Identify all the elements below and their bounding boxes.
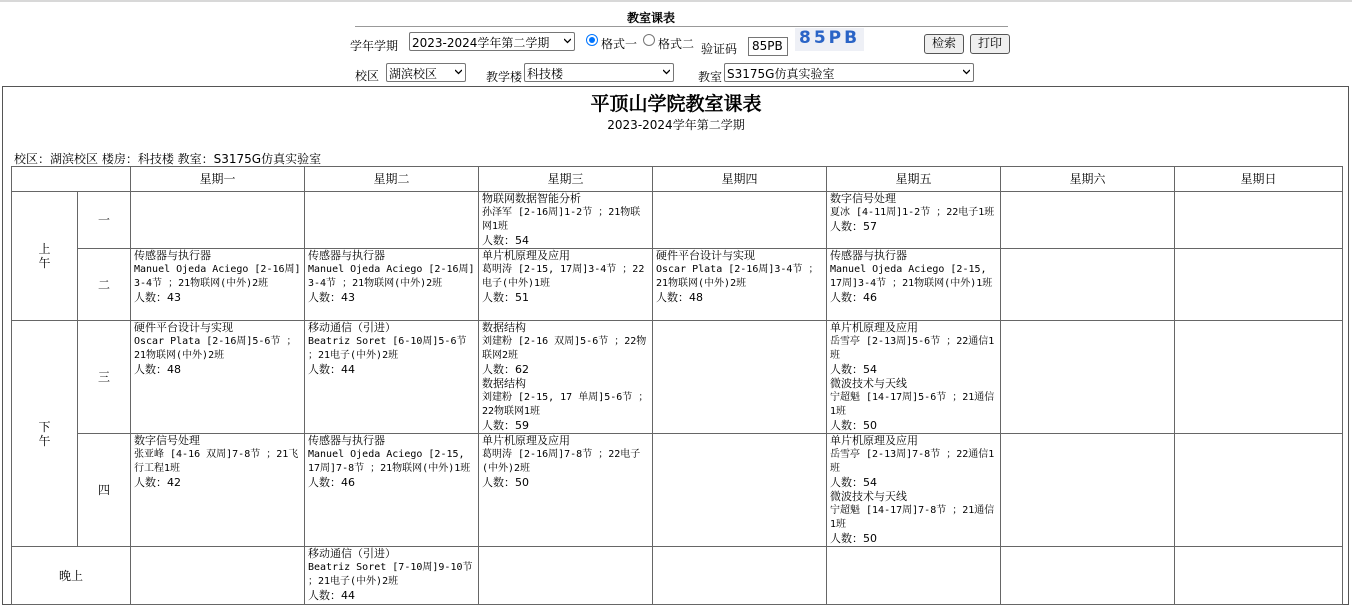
table-row — [12, 434, 1343, 547]
course-name: 单片机原理及应用 — [830, 434, 918, 447]
period-label: 二 — [78, 249, 131, 321]
course-count: 人数：54 — [830, 476, 877, 489]
schedule-cell — [131, 321, 305, 434]
schedule-cell — [1175, 321, 1343, 434]
course-detail: Manuel Ojeda Aciego [2-15, 17周]7-8节 ；21物联网(中外)1班 — [308, 449, 471, 474]
table-row — [12, 547, 1343, 605]
course-detail: Beatriz Soret [6-10周]5-6节 ；21电子(中外)2班 — [308, 336, 467, 361]
schedule-cell — [653, 547, 827, 605]
course-count: 人数：57 — [830, 220, 877, 233]
corner-cell — [12, 167, 131, 192]
header-row — [12, 167, 1343, 192]
format1-radio[interactable] — [586, 34, 598, 46]
day-header: 星期三 — [479, 167, 653, 192]
course-count: 人数：46 — [308, 476, 355, 489]
schedule-cell — [1001, 321, 1175, 434]
schedule-cell — [479, 249, 653, 321]
school-title: 平顶山学院教室课表 — [590, 93, 762, 115]
course-detail: 张亚峰 [4-16 双周]7-8节 ；21飞行工程1班 — [134, 449, 299, 474]
course-name: 数字信号处理 — [830, 192, 896, 205]
room-select[interactable] — [724, 63, 974, 82]
course-detail: 宁超魁 [14-17周]5-6节 ；21通信1班 — [830, 392, 995, 417]
campus-select-value: 湖滨校区 — [389, 67, 438, 81]
course-detail: 葛明涛 [2-15, 17周]3-4节 ；22电子(中外)1班 — [482, 264, 645, 289]
schedule-cell — [1001, 434, 1175, 547]
schedule-cell — [131, 192, 305, 249]
course-count: 人数：54 — [482, 234, 529, 247]
table-row — [12, 321, 1343, 434]
schedule-cell — [1175, 547, 1343, 605]
course-name: 移动通信（引进） — [308, 547, 396, 560]
schedule-cell — [1175, 434, 1343, 547]
format2-radio[interactable] — [643, 34, 655, 46]
day-header: 星期二 — [305, 167, 479, 192]
course-detail: 岳雪亭 [2-13周]5-6节 ；22通信1班 — [830, 336, 995, 361]
schedule-cell — [1175, 249, 1343, 321]
schedule-cell — [653, 249, 827, 321]
course-name: 传感器与执行器 — [830, 249, 907, 262]
half-day-label — [12, 321, 78, 547]
schedule-cell — [305, 434, 479, 547]
course-detail: 岳雪亭 [2-13周]7-8节 ；22通信1班 — [830, 449, 995, 474]
course-count: 人数：44 — [308, 363, 355, 376]
room-label: 教室 — [698, 70, 723, 84]
captcha-image[interactable] — [795, 28, 864, 51]
course-name: 单片机原理及应用 — [482, 249, 570, 262]
course-name: 微波技术与天线 — [830, 377, 907, 390]
schedule-cell — [305, 249, 479, 321]
chevron-down-icon — [455, 68, 462, 75]
schedule-cell — [653, 192, 827, 249]
schedule-cell — [479, 434, 653, 547]
captcha-image-text: 85PB — [799, 28, 861, 48]
half-day-text: 上午 — [38, 242, 51, 270]
schedule-cell — [131, 547, 305, 605]
course-count: 人数：44 — [308, 589, 355, 602]
course-name: 硬件平台设计与实现 — [134, 321, 233, 334]
course-count: 人数：59 — [482, 419, 529, 432]
course-count: 人数：42 — [134, 476, 181, 489]
schedule-cell — [1001, 249, 1175, 321]
term-select-value: 2023-2024学年第二学期 — [412, 36, 550, 50]
course-name: 传感器与执行器 — [134, 249, 211, 262]
schedule-cell — [305, 321, 479, 434]
schedule-cell — [479, 192, 653, 249]
chevron-down-icon — [963, 68, 970, 75]
format2-label: 格式二 — [658, 37, 695, 51]
building-select[interactable] — [524, 63, 674, 82]
course-detail: Beatriz Soret [7-10周]9-10节 ；21电子(中外)2班 — [308, 562, 473, 587]
top-border — [0, 0, 1352, 2]
schedule-cell — [305, 547, 479, 605]
schedule-cell — [131, 249, 305, 321]
course-detail: Oscar Plata [2-16周]3-4节 ；21物联网(中外)2班 — [656, 264, 819, 289]
schedule-cell — [479, 547, 653, 605]
period-label: 四 — [78, 434, 131, 547]
table-row — [12, 192, 1343, 249]
half-day-text: 下午 — [38, 419, 51, 448]
course-detail: 刘建粉 [2-16 双周]5-6节 ；22物联网2班 — [482, 336, 647, 361]
page-title: 教室课表 — [627, 11, 676, 25]
course-detail: 夏冰 [4-11周]1-2节 ；22电子1班 — [830, 207, 995, 218]
course-count: 人数：46 — [830, 291, 877, 304]
course-detail: Manuel Ojeda Aciego [2-16周]3-4节 ；21物联网(中外)2班 — [134, 264, 301, 289]
title-divider — [355, 26, 1008, 27]
term-select[interactable] — [409, 32, 575, 51]
chevron-down-icon — [663, 68, 670, 75]
course-count: 人数：48 — [134, 363, 181, 376]
course-detail: Manuel Ojeda Aciego [2-16周]3-4节 ；21物联网(中外)2班 — [308, 264, 475, 289]
course-name: 传感器与执行器 — [308, 434, 385, 447]
course-name: 数据结构 — [482, 377, 526, 390]
schedule-cell — [131, 434, 305, 547]
schedule-cell — [827, 434, 1001, 547]
room-select-value: S3175G仿真实验室 — [727, 67, 835, 81]
format1-label: 格式一 — [601, 37, 638, 51]
captcha-label: 验证码 — [701, 42, 738, 56]
half-day-label — [12, 192, 78, 321]
day-header: 星期五 — [827, 167, 1001, 192]
campus-select[interactable] — [386, 63, 466, 82]
course-count: 人数：51 — [482, 291, 529, 304]
period-label: 三 — [78, 321, 131, 434]
course-detail: 葛明涛 [2-16周]7-8节 ；22电子(中外)2班 — [482, 449, 641, 474]
course-name: 移动通信（引进） — [308, 321, 396, 334]
search-button[interactable]: 检索 — [924, 34, 964, 54]
chevron-down-icon — [564, 37, 571, 44]
print-button[interactable]: 打印 — [970, 34, 1010, 54]
day-header: 星期日 — [1175, 167, 1343, 192]
course-detail: Oscar Plata [2-16周]5-6节 ；21物联网(中外)2班 — [134, 336, 297, 361]
course-name: 数据结构 — [482, 321, 526, 334]
term-label: 学年学期 — [350, 39, 399, 53]
course-name: 物联网数据智能分析 — [482, 192, 581, 205]
schedule-cell — [1001, 192, 1175, 249]
course-detail: 宁超魁 [14-17周]7-8节 ；21通信1班 — [830, 505, 995, 530]
course-name: 数字信号处理 — [134, 434, 200, 447]
course-count: 人数：48 — [656, 291, 703, 304]
schedule-cell — [479, 321, 653, 434]
course-detail: 刘建粉 [2-15, 17 单周]5-6节 ；22物联网1班 — [482, 392, 649, 417]
evening-label: 晚上 — [12, 547, 131, 605]
schedule-cell — [1001, 547, 1175, 605]
day-header: 星期一 — [131, 167, 305, 192]
schedule-cell — [827, 321, 1001, 434]
schedule-cell — [827, 547, 1001, 605]
course-name: 硬件平台设计与实现 — [656, 249, 755, 262]
building-label: 教学楼 — [486, 70, 523, 84]
course-count: 人数：62 — [482, 363, 529, 376]
room-info: 校区：湖滨校区 楼房：科技楼 教室：S3175G仿真实验室 — [14, 152, 322, 166]
schedule-cell — [827, 249, 1001, 321]
course-name: 微波技术与天线 — [830, 490, 907, 503]
table-row — [12, 249, 1343, 321]
schedule-cell — [827, 192, 1001, 249]
day-header: 星期六 — [1001, 167, 1175, 192]
course-count: 人数：54 — [830, 363, 877, 376]
course-detail: 孙泽军 [2-16周]1-2节 ；21物联网1班 — [482, 207, 641, 232]
campus-label: 校区 — [355, 69, 380, 83]
course-count: 人数：43 — [308, 291, 355, 304]
day-header: 星期四 — [653, 167, 827, 192]
timetable — [11, 166, 1343, 605]
course-name: 单片机原理及应用 — [830, 321, 918, 334]
course-count: 人数：43 — [134, 291, 181, 304]
schedule-cell — [305, 192, 479, 249]
course-detail: Manuel Ojeda Aciego [2-15, 17周]3-4节 ；21物联网(中外)1班 — [830, 264, 993, 289]
schedule-term: 2023-2024学年第二学期 — [607, 118, 745, 132]
schedule-cell — [1175, 192, 1343, 249]
course-count: 人数：50 — [830, 419, 877, 432]
schedule-cell — [653, 321, 827, 434]
course-name: 单片机原理及应用 — [482, 434, 570, 447]
period-label: 一 — [78, 192, 131, 249]
course-name: 传感器与执行器 — [308, 249, 385, 262]
schedule-cell — [653, 434, 827, 547]
course-count: 人数：50 — [830, 532, 877, 545]
building-select-value: 科技楼 — [527, 67, 564, 81]
course-count: 人数：50 — [482, 476, 529, 489]
captcha-input[interactable]: 85PB — [748, 37, 788, 56]
